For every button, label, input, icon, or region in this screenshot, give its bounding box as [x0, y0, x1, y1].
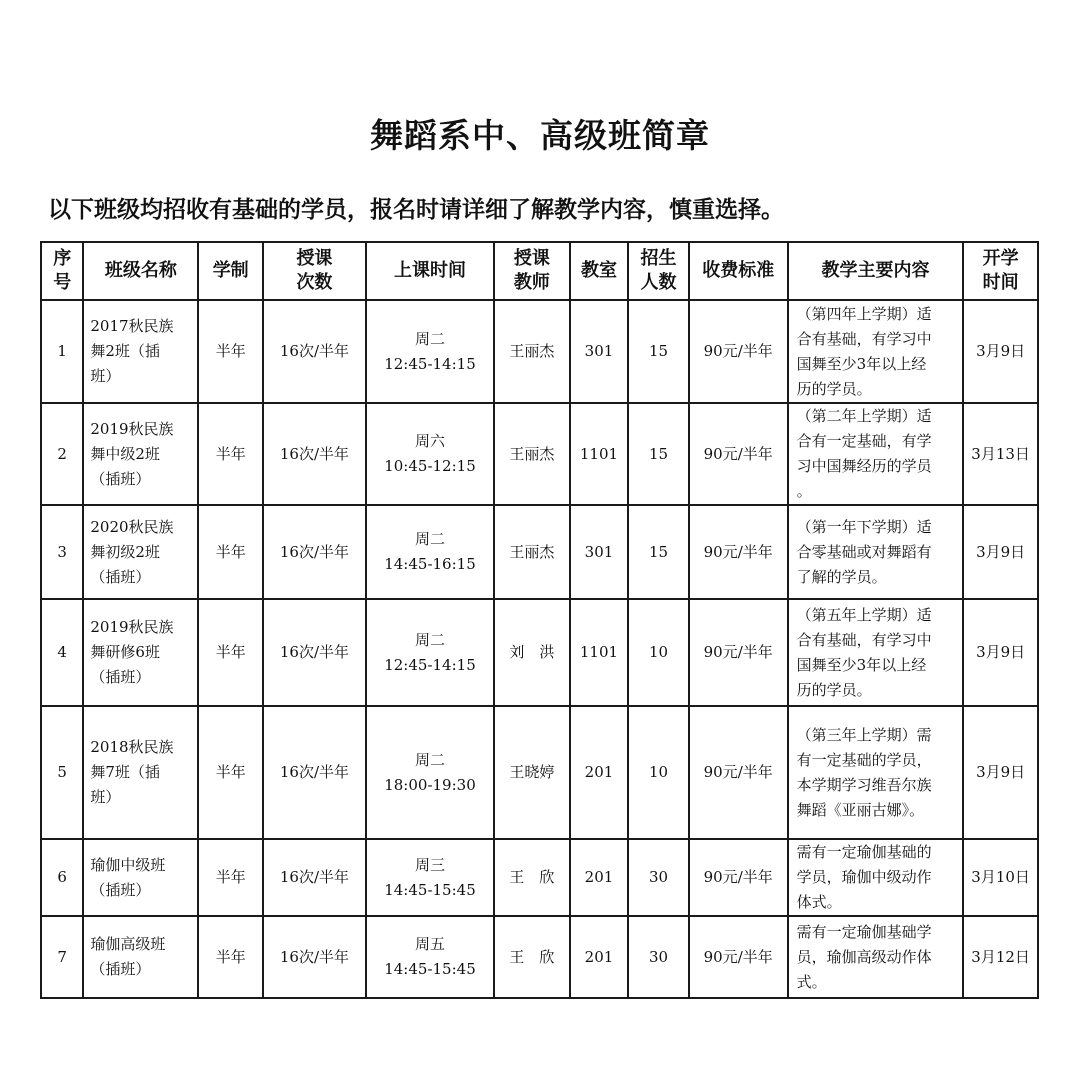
cell-teacher: 王丽杰 [494, 403, 570, 505]
cell-start-date: 3月12日 [963, 916, 1038, 998]
cell-fee: 90元/半年 [689, 505, 788, 599]
cell-sessions: 16次/半年 [263, 916, 366, 998]
cell-sessions: 16次/半年 [263, 839, 366, 916]
cell-fee: 90元/半年 [689, 916, 788, 998]
cell-class-time: 周五 14:45-15:45 [366, 916, 494, 998]
cell-class-name: 瑜伽高级班 （插班） [83, 916, 198, 998]
page-title: 舞蹈系中、高级班简章 [370, 116, 710, 155]
table-row [41, 300, 1038, 403]
cell-class-name: 2020秋民族 舞初级2班 （插班） [83, 505, 198, 599]
cell-class-time: 周二 14:45-16:15 [366, 505, 494, 599]
cell-duration: 半年 [198, 916, 263, 998]
cell-quota: 30 [628, 839, 689, 916]
class-schedule-table [40, 241, 1039, 999]
cell-quota: 15 [628, 403, 689, 505]
cell-teacher: 刘 洪 [494, 599, 570, 706]
cell-teacher: 王晓婷 [494, 706, 570, 839]
cell-duration: 半年 [198, 839, 263, 916]
cell-no: 4 [41, 599, 83, 706]
cell-content: 需有一定瑜伽基础学 员，瑜伽高级动作体 式。 [788, 916, 964, 998]
cell-sessions: 16次/半年 [263, 300, 366, 403]
cell-content: （第二年上学期）适 合有一定基础，有学 习中国舞经历的学员 。 [788, 403, 964, 505]
cell-duration: 半年 [198, 599, 263, 706]
cell-class-name: 2018秋民族 舞7班（插 班） [83, 706, 198, 839]
header-content: 教学主要内容 [788, 242, 964, 300]
cell-fee: 90元/半年 [689, 839, 788, 916]
header-start-date: 开学 时间 [963, 242, 1038, 300]
cell-start-date: 3月9日 [963, 505, 1038, 599]
cell-room: 201 [570, 916, 629, 998]
cell-duration: 半年 [198, 706, 263, 839]
header-duration: 学制 [198, 242, 263, 300]
cell-class-time: 周三 14:45-15:45 [366, 839, 494, 916]
table-row [41, 706, 1038, 839]
cell-class-name: 瑜伽中级班 （插班） [83, 839, 198, 916]
cell-no: 2 [41, 403, 83, 505]
table-row [41, 916, 1038, 998]
cell-start-date: 3月10日 [963, 839, 1038, 916]
cell-room: 301 [570, 505, 629, 599]
header-quota: 招生 人数 [628, 242, 689, 300]
header-class-name: 班级名称 [83, 242, 198, 300]
header-teacher: 授课 教师 [494, 242, 570, 300]
cell-quota: 30 [628, 916, 689, 998]
cell-sessions: 16次/半年 [263, 505, 366, 599]
page-subtitle: 以下班级均招收有基础的学员，报名时请详细了解教学内容，慎重选择。 [48, 197, 784, 223]
cell-no: 6 [41, 839, 83, 916]
cell-fee: 90元/半年 [689, 706, 788, 839]
cell-fee: 90元/半年 [689, 403, 788, 505]
cell-content: （第五年上学期）适 合有基础，有学习中 国舞至少3年以上经 历的学员。 [788, 599, 964, 706]
cell-teacher: 王丽杰 [494, 505, 570, 599]
cell-room: 201 [570, 706, 629, 839]
cell-teacher: 王丽杰 [494, 300, 570, 403]
cell-room: 1101 [570, 599, 629, 706]
cell-no: 7 [41, 916, 83, 998]
cell-content: （第三年上学期）需 有一定基础的学员， 本学期学习维吾尔族 舞蹈《亚丽古娜》。 [788, 706, 964, 839]
cell-fee: 90元/半年 [689, 599, 788, 706]
cell-sessions: 16次/半年 [263, 599, 366, 706]
cell-start-date: 3月9日 [963, 599, 1038, 706]
cell-content: （第一年下学期）适 合零基础或对舞蹈有 了解的学员。 [788, 505, 964, 599]
cell-class-time: 周六 10:45-12:15 [366, 403, 494, 505]
cell-class-name: 2019秋民族 舞中级2班 （插班） [83, 403, 198, 505]
cell-no: 3 [41, 505, 83, 599]
header-row [41, 242, 1038, 300]
table-row [41, 505, 1038, 599]
cell-start-date: 3月9日 [963, 300, 1038, 403]
cell-fee: 90元/半年 [689, 300, 788, 403]
cell-duration: 半年 [198, 403, 263, 505]
cell-sessions: 16次/半年 [263, 403, 366, 505]
header-sessions: 授课 次数 [263, 242, 366, 300]
cell-class-time: 周二 12:45-14:15 [366, 599, 494, 706]
cell-no: 1 [41, 300, 83, 403]
cell-content: 需有一定瑜伽基础的 学员，瑜伽中级动作 体式。 [788, 839, 964, 916]
cell-no: 5 [41, 706, 83, 839]
cell-class-name: 2017秋民族 舞2班（插 班） [83, 300, 198, 403]
cell-duration: 半年 [198, 300, 263, 403]
header-room: 教室 [570, 242, 629, 300]
table-row [41, 403, 1038, 505]
cell-room: 201 [570, 839, 629, 916]
table-row [41, 599, 1038, 706]
cell-quota: 10 [628, 599, 689, 706]
cell-start-date: 3月13日 [963, 403, 1038, 505]
cell-room: 1101 [570, 403, 629, 505]
cell-start-date: 3月9日 [963, 706, 1038, 839]
cell-teacher: 王 欣 [494, 916, 570, 998]
cell-quota: 10 [628, 706, 689, 839]
cell-class-time: 周二 12:45-14:15 [366, 300, 494, 403]
cell-quota: 15 [628, 505, 689, 599]
header-fee: 收费标准 [689, 242, 788, 300]
cell-duration: 半年 [198, 505, 263, 599]
cell-class-name: 2019秋民族 舞研修6班 （插班） [83, 599, 198, 706]
cell-room: 301 [570, 300, 629, 403]
table-row [41, 839, 1038, 916]
cell-teacher: 王 欣 [494, 839, 570, 916]
cell-sessions: 16次/半年 [263, 706, 366, 839]
header-class-time: 上课时间 [366, 242, 494, 300]
cell-class-time: 周二 18:00-19:30 [366, 706, 494, 839]
cell-content: （第四年上学期）适 合有基础，有学习中 国舞至少3年以上经 历的学员。 [788, 300, 964, 403]
cell-quota: 15 [628, 300, 689, 403]
header-no: 序 号 [41, 242, 83, 300]
